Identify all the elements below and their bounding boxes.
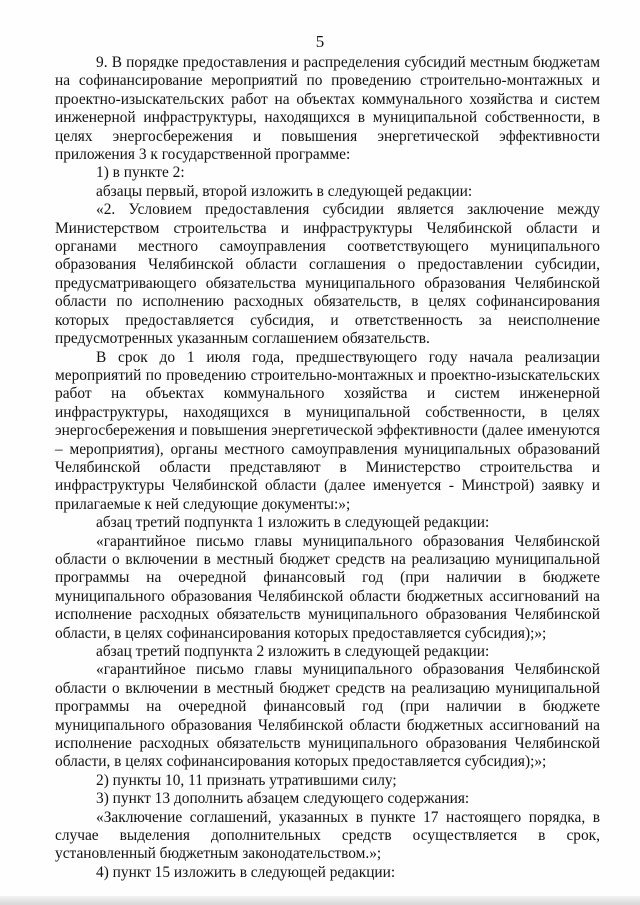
paragraph-subitem-2: 2) пункты 10, 11 признать утратившими силу; <box>96 771 397 789</box>
document-body <box>55 54 600 882</box>
paragraph-agreements: «Заключение соглашений, указанных в пункте 17 настоящего порядка, в случае выделения дополнительных средств осуществляется в срок, установленный бюджетным законодательством.»; <box>55 808 600 863</box>
paragraph-guarantee-letter: «гарантийное письмо главы муниципального образования Челябинской области о включении в местный бюджет средств на реализацию муниципальной программы на очередной финансовый год (при наличии в бюджете муниципального образования Челябинской области бюджетных ассигнований на исполнение расходных обязательств муниципального образования Челябинской области, в целях софинансирования которых предоставляется субсидия);»; <box>55 661 600 771</box>
paragraph-instruction: абзацы первый, второй изложить в следующей редакции: <box>96 182 473 200</box>
scan-bottom-edge <box>0 896 640 905</box>
paragraph-instruction: абзац третий подпункта 2 изложить в следующей редакции: <box>96 643 490 660</box>
page-number: 5 <box>315 32 325 51</box>
paragraph-subitem-1: 1) в пункте 2: <box>96 164 185 182</box>
paragraph-quoted-clause-2: «2. Условием предоставления субсидии является заключение между Министерством строительства и инфраструктуры Челябинской области и органами местного самоуправления соответствующего муниципального образования Челябинской области соглашения о предоставлении субсидии, предусматривающего обязательства муниципального образования Челябинской области по исполнению расходных обязательств, в целях софинансирования которых предоставляется субсидия, и ответственность за неисполнение предусмотренных указанным соглашением обязательств. <box>55 201 600 348</box>
paragraph-subitem-3: 3) пункт 13 дополнить абзацем следующего содержания: <box>96 790 470 808</box>
paragraph-subitem-4: 4) пункт 15 изложить в следующей редакции: <box>96 863 396 881</box>
paragraph-item-9: 9. В порядке предоставления и распределения субсидий местным бюджетам на софинансирование мероприятий по проведению строительно-монтажных и проектно-изыскательских работ на объектах коммунального хозяйства и систем инженерной инфраструктуры, находящихся в муниципальной собственности, в целях энергосбережения и повышения энергетической эффективности приложения 3 к государственной программе: <box>55 54 600 164</box>
paragraph-instruction: абзац третий подпункта 1 изложить в следующей редакции: <box>96 514 490 532</box>
paragraph-guarantee-letter: «гарантийное письмо главы муниципального образования Челябинской области о включении в местный бюджет средств на реализацию муниципальной программы на очередной финансовый год (при наличии в бюджете муниципального образования Челябинской области бюджетных ассигнований на исполнение расходных обязательств муниципального образования Челябинской области, в целях софинансирования которых предоставляется субсидия);»; <box>55 532 600 642</box>
paragraph-deadline: В срок до 1 июля года, предшествующего году начала реализации мероприятий по проведению строительно-монтажных и проектно-изыскательских работ на объектах коммунального хозяйства и систем инженерной инфраструктуры, находящихся в муниципальной собственности, в целях энергосбережения и повышения энергетической эффективности (далее именуются – мероприятия), органы местного самоуправления муниципальных образований Челябинской области представляют в Министерство строительства и инфраструктуры Челябинской области (далее именуется - Минстрой) заявку и прилагаемые к ней следующие документы:»; <box>55 348 600 513</box>
